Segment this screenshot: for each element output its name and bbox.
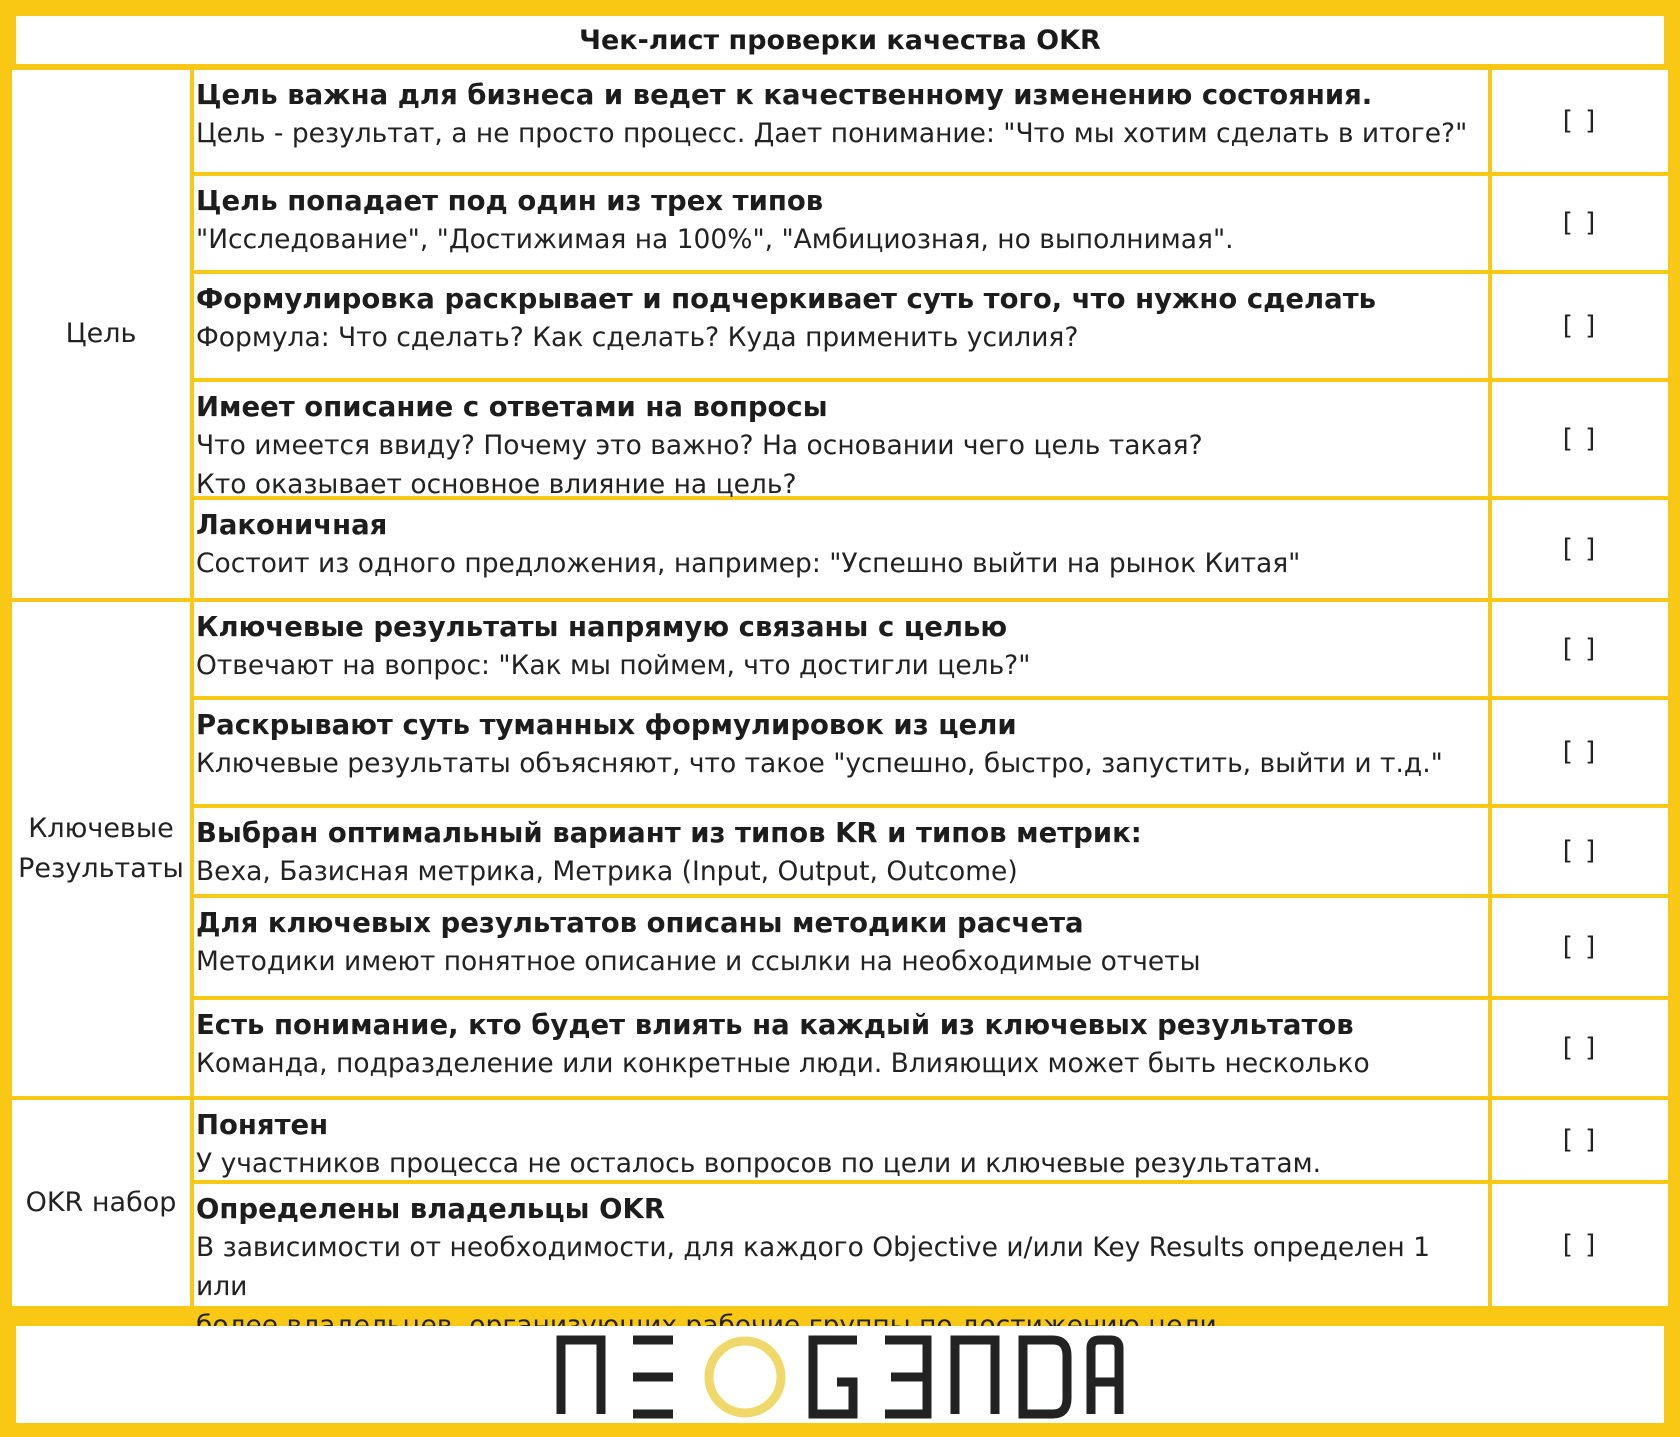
checklist-item-kr-clarify bbox=[194, 700, 1488, 804]
item-description: Отвечают на вопрос: "Как мы поймем, что достигли цель?" bbox=[196, 650, 1031, 681]
logo-letter-n bbox=[561, 1340, 601, 1414]
category-okr-set bbox=[12, 1100, 190, 1306]
item-description: "Исследование", "Достижимая на 100%", "Амбициозная, но выполнимая". bbox=[196, 224, 1234, 255]
item-title: Понятен bbox=[196, 1109, 329, 1141]
checklist-item-kr-linked bbox=[194, 602, 1488, 696]
item-title: Имеет описание с ответами на вопросы bbox=[196, 391, 828, 423]
item-checkbox[interactable]: [ ] bbox=[1492, 808, 1668, 894]
checklist-item-goal-importance bbox=[194, 70, 1488, 172]
item-title: Лаконичная bbox=[196, 509, 388, 541]
page-title: Чек-лист проверки качества OKR bbox=[16, 16, 1664, 64]
item-checkbox[interactable]: [ ] bbox=[1492, 700, 1668, 804]
checklist-item-kr-types bbox=[194, 808, 1488, 894]
item-title: Выбран оптимальный вариант из типов KR и типов метрик: bbox=[196, 817, 1142, 849]
item-description: Веха, Базисная метрика, Метрика (Input, Output, Outcome) bbox=[196, 856, 1018, 887]
item-checkbox[interactable]: [ ] bbox=[1492, 898, 1668, 996]
item-description: Цель - результат, а не просто процесс. Дает понимание: "Что мы хотим сделать в итоге?" bbox=[196, 118, 1468, 149]
item-checkbox[interactable]: [ ] bbox=[1492, 500, 1668, 598]
item-title: Раскрывают суть туманных формулировок из цели bbox=[196, 709, 1017, 741]
logo-letter-e2 bbox=[885, 1340, 927, 1414]
item-description: Ключевые результаты объясняют, что такое "успешно, быстро, запустить, выйти и т.д." bbox=[196, 748, 1443, 779]
logo-letter-a bbox=[1091, 1340, 1119, 1414]
category-goal bbox=[12, 70, 190, 598]
category-label: OKR набор bbox=[25, 1187, 177, 1218]
item-title: Формулировка раскрывает и подчеркивает суть того, что нужно сделать bbox=[196, 283, 1377, 315]
checklist-item-kr-influence bbox=[194, 1000, 1488, 1096]
logo-letter-o bbox=[709, 1341, 781, 1413]
item-checkbox[interactable]: [ ] bbox=[1492, 1100, 1668, 1180]
item-title: Ключевые результаты напрямую связаны с целью bbox=[196, 611, 1008, 643]
category-label-line-2: Результаты bbox=[18, 853, 184, 884]
category-label: Цель bbox=[65, 318, 137, 349]
checklist-item-okr-owners bbox=[194, 1184, 1488, 1306]
checklist-item-goal-types bbox=[194, 176, 1488, 270]
logo-letter-g bbox=[813, 1340, 857, 1414]
category-key-results bbox=[12, 602, 190, 1096]
checklist-item-description bbox=[194, 382, 1488, 500]
item-title: Цель важна для бизнеса и ведет к качественному изменению состояния. bbox=[196, 79, 1373, 111]
item-description: Методики имеют понятное описание и ссылки на необходимые отчеты bbox=[196, 946, 1201, 977]
item-title: Цель попадает под один из трех типов bbox=[196, 185, 824, 217]
checklist-item-okr-clear bbox=[194, 1100, 1488, 1180]
neogenda-logo bbox=[555, 1332, 1125, 1418]
checklist-item-wording bbox=[194, 274, 1488, 378]
item-checkbox[interactable]: [ ] bbox=[1492, 176, 1668, 270]
logo-letter-n2 bbox=[955, 1340, 995, 1414]
item-checkbox[interactable]: [ ] bbox=[1492, 70, 1668, 172]
item-checkbox[interactable]: [ ] bbox=[1492, 1184, 1668, 1306]
checklist-item-concise bbox=[194, 500, 1488, 598]
item-title: Для ключевых результатов описаны методики расчета bbox=[196, 907, 1084, 939]
item-description: В зависимости от необходимости, для каждого Objective и/или Key Results определен 1 или bbox=[196, 1232, 1430, 1302]
item-checkbox[interactable]: [ ] bbox=[1492, 1000, 1668, 1096]
logo-bar bbox=[16, 1326, 1664, 1423]
item-checkbox[interactable]: [ ] bbox=[1492, 602, 1668, 696]
item-title: Определены владельцы OKR bbox=[196, 1193, 665, 1225]
item-description: Состоит из одного предложения, например: "Успешно выйти на рынок Китая" bbox=[196, 548, 1301, 579]
item-description: Что имеется ввиду? Почему это важно? На основании чего цель такая? bbox=[196, 430, 1203, 461]
logo-letter-e bbox=[633, 1340, 673, 1414]
item-description: У участников процесса не осталось вопросов по цели и ключевые результатам. bbox=[196, 1148, 1321, 1179]
item-description-line-2: Кто оказывает основное влияние на цель? bbox=[196, 469, 797, 500]
item-checkbox[interactable]: [ ] bbox=[1492, 274, 1668, 378]
item-description: Формула: Что сделать? Как сделать? Куда применить усилия? bbox=[196, 322, 1079, 353]
logo-letter-d bbox=[1023, 1340, 1067, 1414]
item-checkbox[interactable]: [ ] bbox=[1492, 382, 1668, 496]
checklist-item-kr-methods bbox=[194, 898, 1488, 996]
category-label-line-1: Ключевые bbox=[28, 813, 174, 844]
item-description: Команда, подразделение или конкретные люди. Влияющих может быть несколько bbox=[196, 1048, 1370, 1079]
item-title: Есть понимание, кто будет влиять на каждый из ключевых результатов bbox=[196, 1009, 1354, 1041]
